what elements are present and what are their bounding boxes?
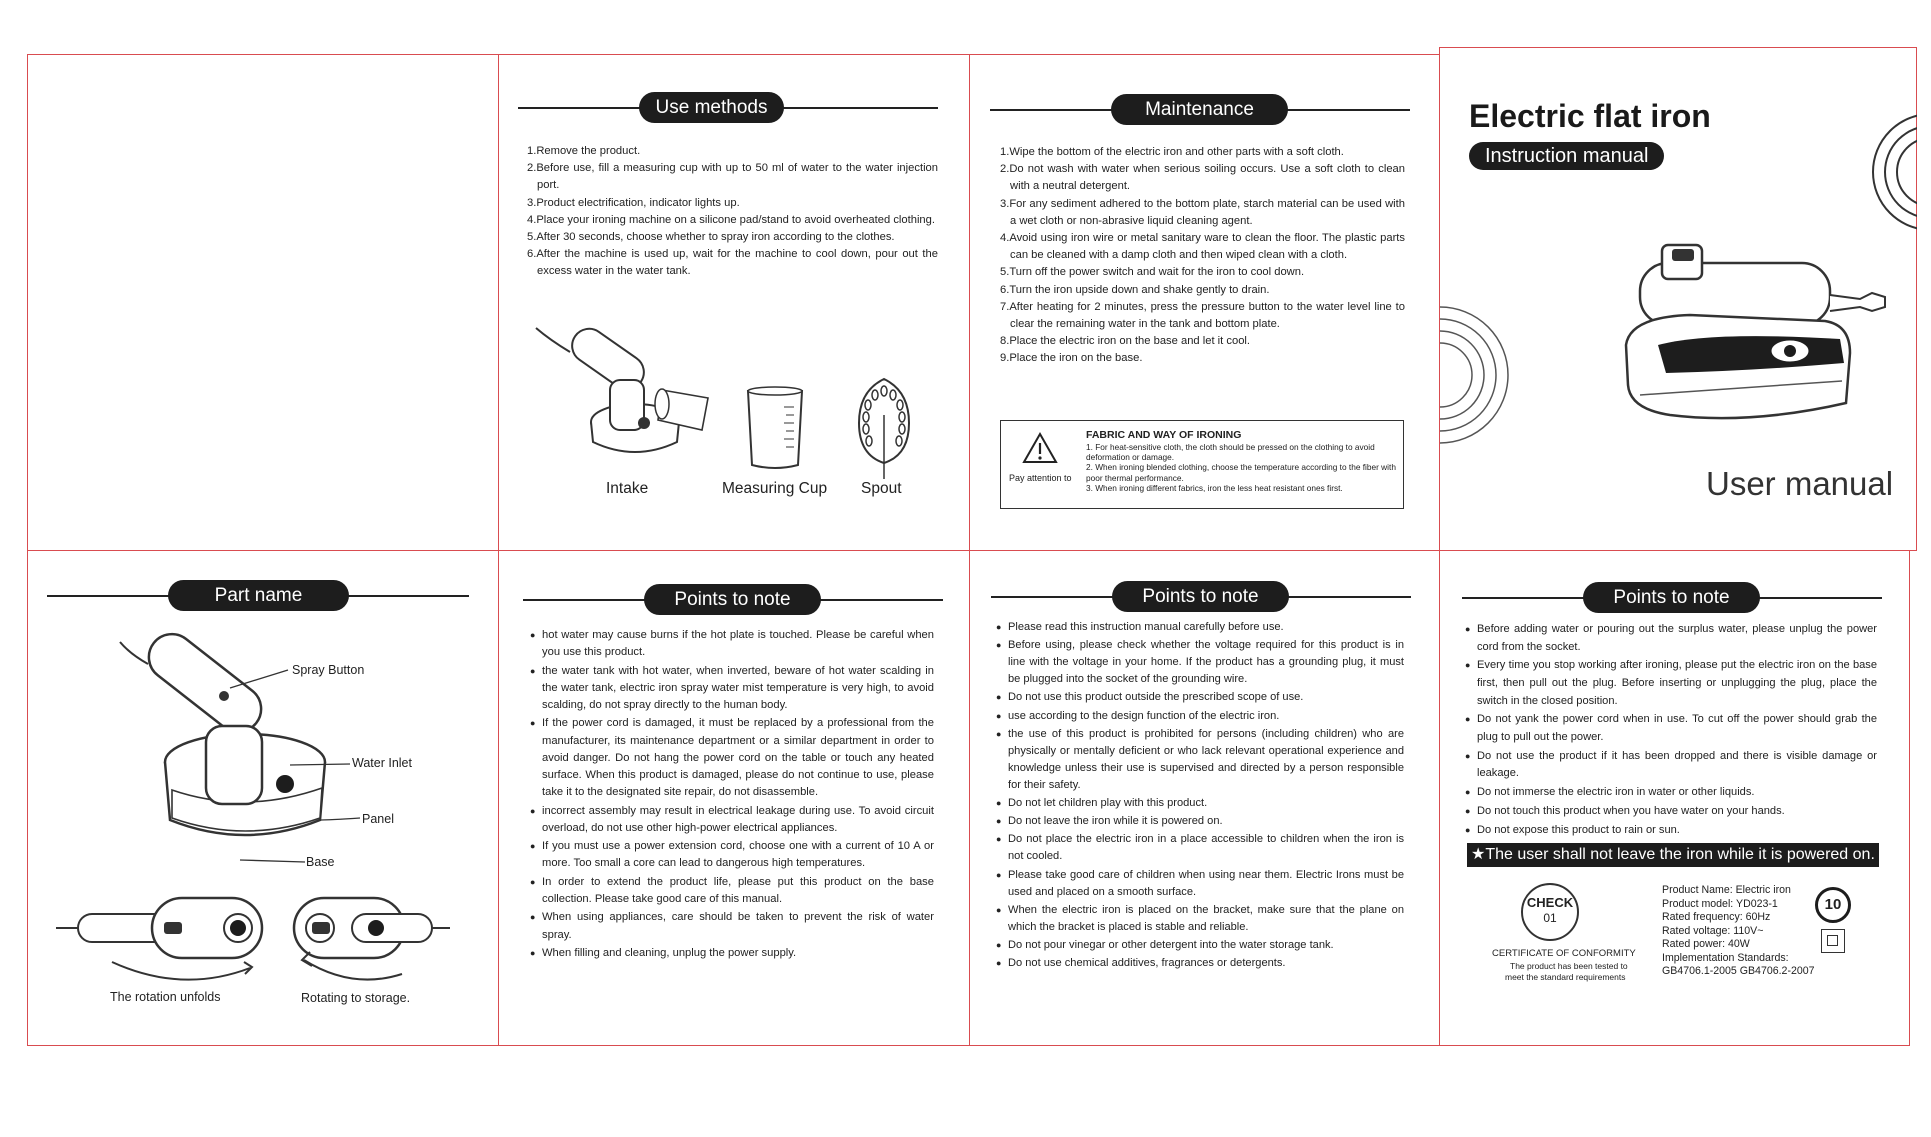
note-item: ● If the power cord is damaged, it must be replaced by a professional from the manufacturer, its maintenance department or a similar department in order to avoid danger. Do not hang the power cord on the table or touch any heated surface. When this product is damaged, please do not continue to use, please take it to the designated site repair, do not disassemble. — [532, 715, 934, 801]
rotation-unfold-illustration — [52, 890, 272, 982]
note-item: ● use according to the design function of the electric iron. — [998, 708, 1404, 725]
caption-intake: Intake — [606, 480, 649, 497]
note-item: ● Do not immerse the electric iron in water or other liquids. — [1467, 784, 1877, 802]
double-insulation-inner — [1827, 935, 1838, 946]
warning-triangle-icon — [1021, 431, 1059, 465]
note-item: ● Do not use this product outside the prescribed scope of use. — [998, 689, 1404, 706]
label-base: Base — [306, 855, 335, 869]
part-name-leader-lines — [200, 660, 360, 870]
spec-line: Implementation Standards: — [1662, 951, 1789, 964]
note-item: ● Do not leave the iron while it is powered on. — [998, 813, 1404, 830]
panel-blank — [27, 54, 499, 551]
note-item: ● Do not expose this product to rain or sun. — [1467, 822, 1877, 840]
note-item: ● Please take good care of children when using near them. Electric Irons must be used and placed on a smooth surface. — [998, 867, 1404, 901]
maintenance-step: 6.Turn the iron upside down and shake gently to drain. — [1000, 283, 1270, 296]
note-item: ● Do not touch this product when you have water on your hands. — [1467, 803, 1877, 821]
label-panel: Panel — [362, 812, 394, 826]
use-methods-steps — [527, 143, 938, 281]
caption-rotating-storage: Rotating to storage. — [301, 991, 411, 1005]
spec-line: Rated voltage: 110V~ — [1662, 924, 1764, 937]
maintenance-step: 2.Do not wash with water when serious soiling occurs. Use a soft cloth to clean with a neutral detergent. — [1000, 163, 1405, 193]
double-insulation-icon — [1821, 929, 1845, 953]
note-item: ● Do not pour vinegar or other detergent into the water storage tank. — [998, 937, 1404, 954]
notes3-list — [1467, 621, 1877, 840]
eco-mark-number: 10 — [1824, 896, 1842, 913]
note-item: ● When using appliances, care should be taken to prevent the risk of water spray. — [532, 909, 934, 943]
note-item: ● When the electric iron is placed on the bracket, make sure that the plane on which the bracket is placed is stable and reliable. — [998, 902, 1404, 936]
use-methods-title: Use methods — [639, 92, 784, 123]
label-spray-button: Spray Button — [292, 663, 365, 677]
notes1-title: Points to note — [644, 584, 821, 615]
spec-line: Product Name: Electric iron — [1662, 884, 1791, 896]
notes1-list — [532, 627, 934, 963]
maintenance-step: 7.After heating for 2 minutes, press the pressure button to the water level line to clear the remaining water in the tank and bottom plate. — [1000, 300, 1405, 331]
rotation-storage-illustration — [292, 890, 452, 982]
maintenance-steps — [1000, 144, 1405, 368]
part-name-title: Part name — [168, 580, 349, 611]
maintenance-step: 3.For any sediment adhered to the bottom plate, starch material can be used with a wet cloth or non-abrasive liquid cleaning agent. — [1000, 197, 1405, 227]
use-step: 4.Place your ironing machine on a silicone pad/stand to avoid overheated clothing. — [527, 213, 935, 226]
note-item: ● If you must use a power extension cord, choose one with a current of 10 A or more. Too small a core can lead to dangerous high temperatures. — [532, 838, 934, 872]
note-item: ● Do not place the electric iron in a place accessible to children when the iron is not cooled. — [998, 831, 1404, 865]
check-badge — [1521, 883, 1579, 941]
note-item: ● Before adding water or pouring out the surplus water, please unplug the power cord from the socket. — [1467, 621, 1877, 656]
warning-banner: ★The user shall not leave the iron while it is powered on. — [1467, 843, 1879, 867]
note-item: ● Before using, please check whether the voltage required for this product is in line with the voltage in your home. If the product has a grounding plug, it must be plugged into the socket of the grounding wire. — [998, 637, 1404, 688]
note-item: ● Do not use chemical additives, fragrances or detergents. — [998, 955, 1404, 972]
warning-line: 3. When ironing different fabrics, iron the less heat resistant ones first. — [1086, 482, 1343, 493]
cover-iron-illustration — [1610, 235, 1900, 445]
note-item: ● Please read this instruction manual carefully before use. — [998, 619, 1404, 636]
use-step: 6.After the machine is used up, wait for the machine to cool down, pour out the excess water in the water tank. — [527, 248, 938, 278]
use-step: 5.After 30 seconds, choose whether to spray iron according to the clothes. — [527, 231, 895, 244]
intake-illustration — [530, 320, 720, 460]
spout-illustration — [855, 375, 913, 485]
spec-line: Rated power: 40W — [1662, 938, 1750, 950]
eco-mark-icon — [1815, 887, 1851, 923]
notes2-list — [998, 619, 1404, 973]
note-item: ● Do not use the product if it has been dropped and there is visible damage or leakage. — [1467, 748, 1877, 783]
cover-title: Electric flat iron — [1469, 98, 1711, 134]
use-step: 3.Product electrification, indicator lights up. — [527, 196, 740, 209]
note-item: ● In order to extend the product life, please put this product on the base collection. Please take good care of this manual. — [532, 874, 934, 908]
measuring-cup-illustration — [742, 385, 808, 471]
note-item: ● the use of this product is prohibited for persons (including children) who are physically or mentally deficient or who lack relevant operational experience and knowledge unless their use is supervised and directed by a person responsible for their safety. — [998, 726, 1404, 794]
maintenance-step: 5.Turn off the power switch and wait for the iron to cool down. — [1000, 266, 1305, 279]
maintenance-step: 4.Avoid using iron wire or metal sanitary ware to clean the floor. The plastic parts can be cleaned with a damp cloth and then wiped clean with a cloth. — [1000, 232, 1405, 262]
note-item: ● hot water may cause burns if the hot plate is touched. Please be careful when you use this product. — [532, 627, 934, 661]
notes2-title: Points to note — [1112, 581, 1289, 612]
spec-line: GB4706.1-2005 GB4706.2-2007 — [1662, 965, 1815, 977]
use-step: 2.Before use, fill a measuring cup with up to 50 ml of water to the water injection port. — [527, 162, 938, 192]
spec-list — [1662, 884, 1815, 979]
spec-line: Rated frequency: 60Hz — [1662, 911, 1771, 923]
certificate-line2: meet the standard requirements — [1505, 972, 1626, 982]
spec-line: Product model: YD023-1 — [1662, 897, 1778, 910]
note-item: ● Do not yank the power cord when in use. To cut off the power should grab the plug to pull out the power. — [1467, 711, 1877, 746]
cover-circles-left — [1440, 300, 1510, 450]
caption-spout: Spout — [861, 480, 902, 497]
warning-lines — [1086, 442, 1396, 493]
caption-rotation-unfolds: The rotation unfolds — [110, 990, 221, 1004]
note-item: ● the water tank with hot water, when inverted, beware of hot water scalding in the water tank, electric iron spray water mist temperature is very high, to avoid scalding, do not spray directly to the human body. — [532, 663, 934, 715]
warning-heading: FABRIC AND WAY OF IRONING — [1086, 429, 1242, 441]
maintenance-step: 1.Wipe the bottom of the electric iron and other parts with a soft cloth. — [1000, 146, 1344, 158]
certificate-title: CERTIFICATE OF CONFORMITY — [1492, 948, 1636, 959]
note-item: ● Every time you stop working after ironing, please put the electric iron on the base first, then pull out the plug. Before inserting or unplugging the plug, place the switch in the closed position. — [1467, 657, 1877, 710]
maintenance-title: Maintenance — [1111, 94, 1288, 125]
warning-box — [1000, 420, 1404, 509]
cover-circles-right — [1856, 110, 1917, 240]
maintenance-step: 8.Place the electric iron on the base and let it cool. — [1000, 335, 1251, 348]
check-number: 01 — [1543, 911, 1557, 925]
maintenance-step: 9.Place the iron on the base. — [1000, 352, 1143, 365]
use-step: 1.Remove the product. — [527, 145, 641, 157]
note-item: ● incorrect assembly may result in electrical leakage during use. To avoid circuit overload, do not use other high-power electrical appliances. — [532, 803, 934, 837]
note-item: ● When filling and cleaning, unplug the power supply. — [532, 945, 934, 962]
cover-footer: User manual — [1706, 465, 1894, 502]
cover-subtitle: Instruction manual — [1469, 142, 1664, 170]
caption-measuring-cup: Measuring Cup — [722, 480, 828, 497]
warning-line: 1. For heat-sensitive cloth, the cloth should be pressed on the clothing to avoid deformation or damage. — [1086, 442, 1375, 463]
label-water-inlet: Water Inlet — [352, 756, 412, 770]
certificate-line1: The product has been tested to — [1510, 961, 1628, 971]
check-label: CHECK — [1526, 895, 1574, 910]
notes3-title: Points to note — [1583, 582, 1760, 613]
warning-line: 2. When ironing blended clothing, choose the temperature according to the fiber with poor thermal performance. — [1086, 462, 1396, 483]
warning-label: Pay attention to — [1009, 473, 1072, 483]
note-item: ● Do not let children play with this product. — [998, 795, 1404, 812]
